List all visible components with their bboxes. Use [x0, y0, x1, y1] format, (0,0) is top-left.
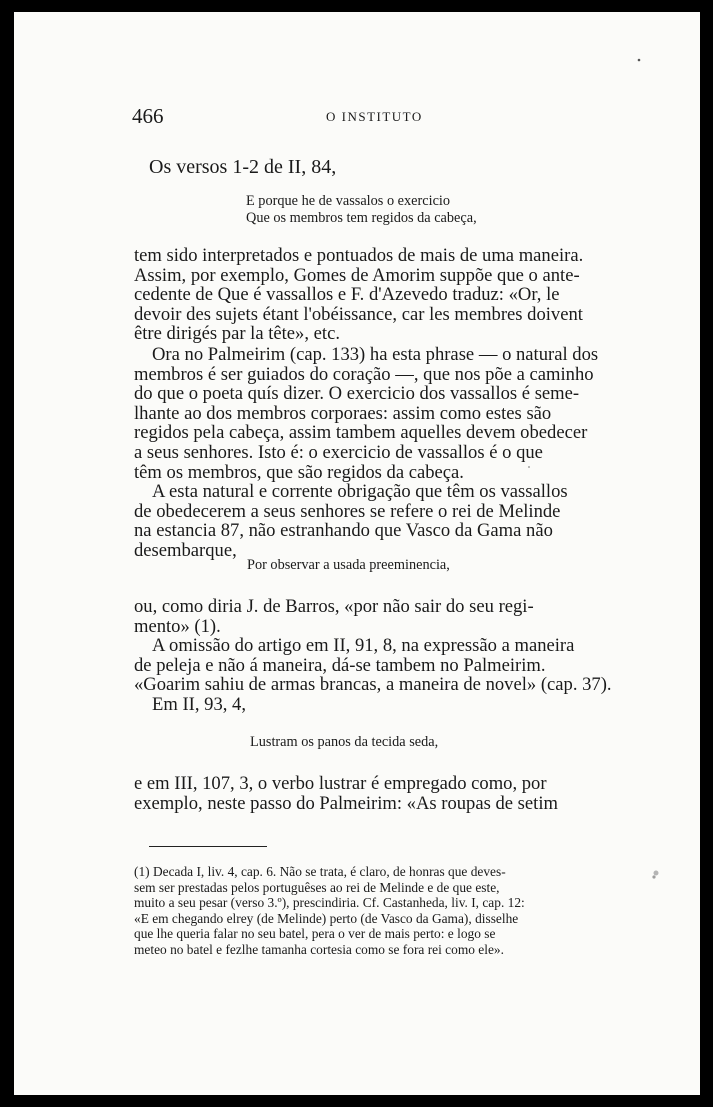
text-line: tem sido interpretados e pontuados de mais de uma maneira. [134, 245, 584, 266]
ink-speck [652, 875, 655, 878]
footnote-line: (1) Decada I, liv. 4, cap. 6. Não se trata, é claro, de honras que deves- [134, 864, 506, 879]
verse-line: E porque he de vassalos o exercicio [246, 193, 451, 209]
text-line: mento» (1). [134, 615, 221, 637]
footnote-line: sem ser prestadas pelos portuguêses ao rei de Melinde e de que este, [134, 879, 500, 895]
running-title: O INSTITUTO [326, 109, 423, 124]
lead-line: Os versos 1-2 de II, 84, [149, 156, 337, 178]
text-line: Em II, 93, 4, [152, 694, 246, 715]
text-line: membros é ser guiados do coração —, que nos põe a caminho [134, 363, 594, 385]
text-line: devoir des sujets étant l'obéissance, car les membres doivent [134, 303, 583, 325]
text-line: A esta natural e corrente obrigação que têm os vassallos [152, 481, 568, 502]
text-line: Assim, por exemplo, Gomes de Amorim suppõe que o ante- [134, 264, 580, 286]
text-line: être dirigés par la tête», etc. [134, 323, 340, 345]
text-line: de obedecerem a seus senhores se refere o rei de Melinde [134, 500, 561, 522]
text-line: A omissão do artigo em II, 91, 8, na expressão a maneira [152, 635, 575, 656]
text-line: de peleja e não á maneira, dá-se tambem no Palmeirim. [134, 654, 546, 676]
text-line: regidos pela cabeça, assim tambem aquelles devem obedecer [134, 422, 588, 444]
text-line: do que o poeta quís dizer. O exercicio dos vassallos é seme- [134, 383, 580, 405]
text-line: na estancia 87, não estranhando que Vasco da Gama não [134, 520, 553, 542]
text-line: a seus senhores. Isto é: o exercicio de vassallos é o que [134, 441, 543, 463]
page-number: 466 [132, 104, 164, 128]
ink-speck [528, 466, 530, 468]
book-page [14, 12, 700, 1095]
footnote-line: meteo no batel e fezlhe tamanha cortesia como se fora rei como ele». [134, 941, 504, 957]
text-line: têm os membros, que são regidos da cabeça. [134, 461, 464, 483]
verse-line: Por observar a usada preeminencia, [247, 557, 450, 573]
paper-specks [14, 12, 700, 1095]
text-line: exemplo, neste passo do Palmeirim: «As roupas de setim [134, 792, 558, 814]
footnote-line: que lhe queria falar no seu batel, pera o ver de mais perto: e logo se [134, 926, 496, 942]
text-line: ou, como diria J. de Barros, «por não sair do seu regi- [134, 596, 534, 617]
text-line: cedente de Que é vassallos e F. d'Azevedo traduz: «Or, le [134, 284, 560, 306]
verse-line: Lustram os panos da tecida seda, [250, 734, 439, 750]
ink-speck [654, 871, 659, 876]
text-line: Ora no Palmeirim (cap. 133) ha esta phrase — o natural dos [152, 344, 599, 365]
verse-line: Que os membros tem regidos da cabeça, [246, 210, 477, 226]
text-line: e em III, 107, 3, o verbo lustrar é empregado como, por [134, 773, 547, 794]
ink-speck [638, 59, 641, 62]
footnote-line: muito a seu pesar (verso 3.º), prescindiria. Cf. Castanheda, liv. I, cap. 12: [134, 895, 525, 911]
footnote-line: «E em chegando elrey (de Melinde) perto (de Vasco da Gama), disselhe [134, 910, 519, 926]
text-line: desembarque, [134, 539, 237, 561]
text-line: lhante ao dos membros corporaes: assim como estes são [134, 402, 552, 424]
text-line: «Goarim sahiu de armas brancas, a maneira de novel» (cap. 37). [134, 674, 612, 696]
